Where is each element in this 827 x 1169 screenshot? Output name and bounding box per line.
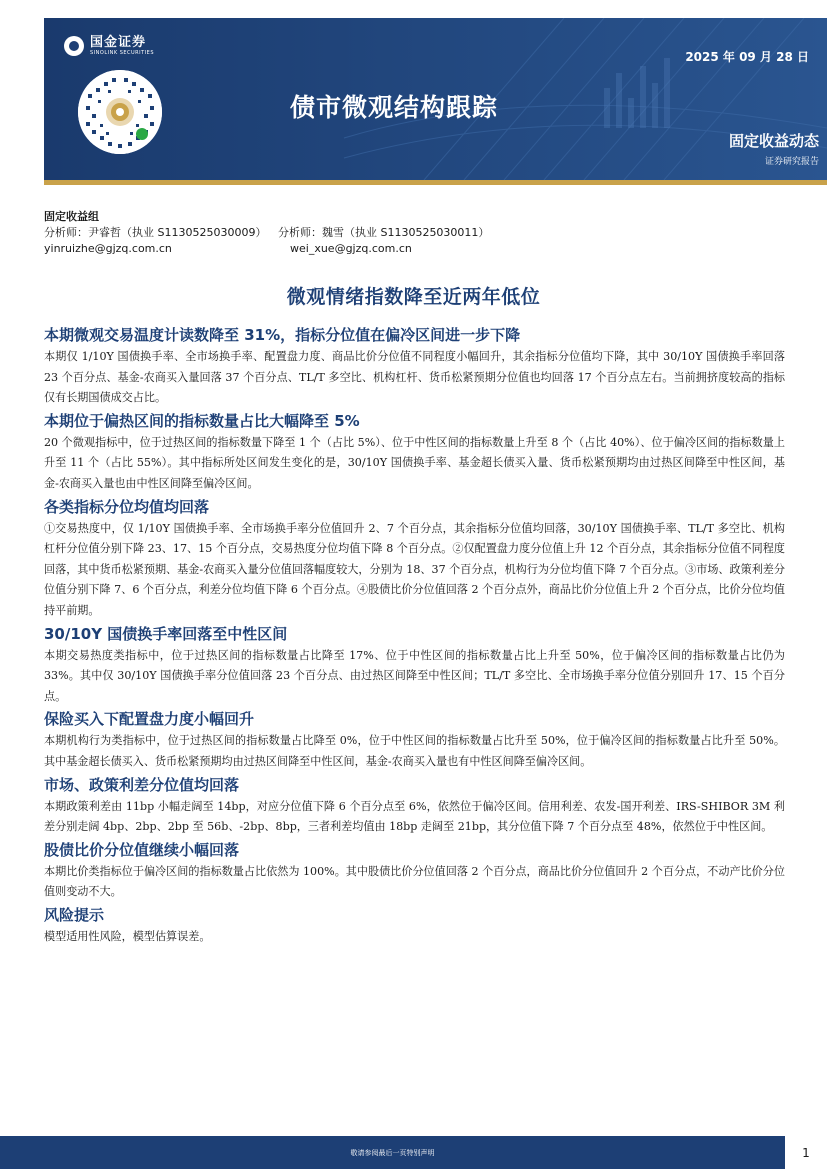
footer-disclaimer: 敬请参阅最后一页特别声明	[350, 1148, 435, 1157]
section-text: 模型适用性风险，模型估算误差。	[44, 929, 211, 943]
section-text: 本期交易热度类指标中，位于过热区间的指标数量占比降至 17%、位于中性区间的指标数量占比上升至 50%，位于偏冷区间的指标数量占比仍为 33%。其中仅 30/10Y 国债换手率分位值回落 23 个百分点、由过热区间降至中性区间；TL/T 多空比、全市场换手率分位值分别回升 17、15 个百分点。	[44, 648, 785, 703]
section-category-means	[44, 495, 785, 622]
main-headline: 微观情绪指数降至近两年低位	[286, 286, 541, 308]
banner-accent-strip	[44, 180, 827, 185]
team-name: 固定收益组	[44, 210, 99, 223]
logo-name-cn: 国金证券	[90, 35, 147, 50]
report-banner	[44, 18, 827, 180]
section-turnover	[44, 622, 785, 708]
section-text: ①交易热度中，仅 1/10Y 国债换手率、全市场换手率分位值回升 2、7 个百分点，其余指标分位值均回落，30/10Y 国债换手率、TL/T 多空比、机构杠杆分位值分别下降 23、17、15 个百分点，交易热度分位均值下降 8 个百分点。②仅配置盘力度分位值上升 12 个百分点，其余指标分位值不同程度回落，其中货币松紧预期、基金-农商买入量分位值回落幅度较大，分别为 18、37 个百分点，机构行为分位均值下降 7 个百分点。③市场、政策利差分位值分别下降 7、6 个百分点，利差分位均值下降 6 个百分点。④股债比价分位值回落 2 个百分点外，商品比价分位值上升 2 个百分点，比价分位均值持平前期。	[44, 521, 785, 617]
section-heading: 各类指标分位均值均回落	[44, 497, 210, 516]
section-heading: 本期位于偏热区间的指标数量占比大幅降至 5%	[44, 411, 360, 430]
analyst-list	[44, 225, 784, 241]
section-heading: 市场、政策利差分位值均回落	[44, 775, 240, 794]
section-heading: 保险买入下配置盘力度小幅回升	[44, 710, 255, 729]
page-footer	[0, 1136, 785, 1169]
analyst-1-email[interactable]: yinruizhe@gjzq.com.cn	[44, 242, 172, 255]
section-ratio	[44, 838, 785, 903]
report-body	[44, 323, 785, 947]
analyst-info	[44, 209, 784, 257]
analyst-2-email[interactable]: wei_xue@gjzq.com.cn	[290, 242, 412, 255]
section-hot-share	[44, 409, 785, 495]
section-text: 20 个微观指标中，位于过热区间的指标数量下降至 1 个（占比 5%）、位于中性区间的指标数量上升至 8 个（占比 40%）、位于偏冷区间的指标数量上升至 11 个（占比 55%）。其中指标所处区间发生变化的是，30/10Y 国债换手率、基金超长债买入量、货币松紧预期均由过热区间降至中性区间，基金-农商买入量也由中性区间降至偏冷区间。	[44, 435, 785, 490]
analyst-2: 分析师：魏雪（执业 S1130525030011）	[277, 226, 490, 239]
report-type: 固定收益动态	[728, 132, 819, 150]
qr-code-icon	[78, 70, 162, 154]
section-text: 本期比价类指标位于偏冷区间的指标数量占比依然为 100%。其中股债比价分位值回落 2 个百分点，商品比价分位值回升 2 个百分点，不动产比价分位值则变动不大。	[44, 864, 785, 899]
page-number: 1	[802, 1145, 810, 1160]
logo-icon	[64, 36, 84, 56]
section-heading: 30/10Y 国债换手率回落至中性区间	[44, 624, 288, 643]
section-text: 本期机构行为类指标中，位于过热区间的指标数量占比降至 0%，位于中性区间的指标数量占比升至 50%，位于偏冷区间的指标数量占比升至 50%。其中基金超长债买入、货币松紧预期均由过热区间降至中性区间，基金-农商买入量也有中性区间降至偏冷区间。	[44, 734, 785, 768]
section-spreads	[44, 773, 785, 838]
section-heading: 本期微观交易温度计读数降至 31%，指标分位值在偏冷区间进一步下降	[44, 326, 521, 344]
report-date: 2025 年 09 月 28 日	[685, 50, 809, 64]
analyst-emails	[44, 241, 784, 257]
report-title: 债市微观结构跟踪	[290, 93, 499, 122]
section-risk	[44, 903, 785, 948]
section-heading: 风险提示	[44, 905, 105, 924]
company-logo	[64, 36, 154, 56]
analyst-1: 分析师：尹睿哲（执业 S1130525030009）	[44, 226, 267, 239]
logo-name-en: SINOLINK SECURITIES	[90, 50, 154, 56]
section-institution	[44, 707, 785, 772]
section-text: 本期政策利差由 11bp 小幅走阔至 14bp，对应分位值下降 6 个百分点至 6%，依然位于偏冷区间。信用利差、农发-国开利差、IRS-SHIBOR 3M 利差分别走阔 4bp、2bp、2bp 至 56b、-2bp、8bp，三者利差均值由 18bp 走阔至 21bp，其分位值下降 7 个百分点至 48%，依然位于中性区间。	[44, 799, 785, 834]
section-thermometer	[44, 323, 785, 409]
section-heading: 股债比价分位值继续小幅回落	[44, 840, 240, 859]
report-category: 证券研究报告	[764, 157, 819, 167]
section-text: 本期仅 1/10Y 国债换手率、全市场换手率、配置盘力度、商品比价分位值不同程度小幅回升，其余指标分位值均下降，其中 30/10Y 国债换手率回落 23 个百分点、基金-农商买入量回落 37 个百分点、TL/T 多空比、机构杠杆、货币松紧预期分位值也均回落 17 个百分点左右。当前拥挤度较高的指标仅有长期国债成交占比。	[44, 350, 785, 405]
